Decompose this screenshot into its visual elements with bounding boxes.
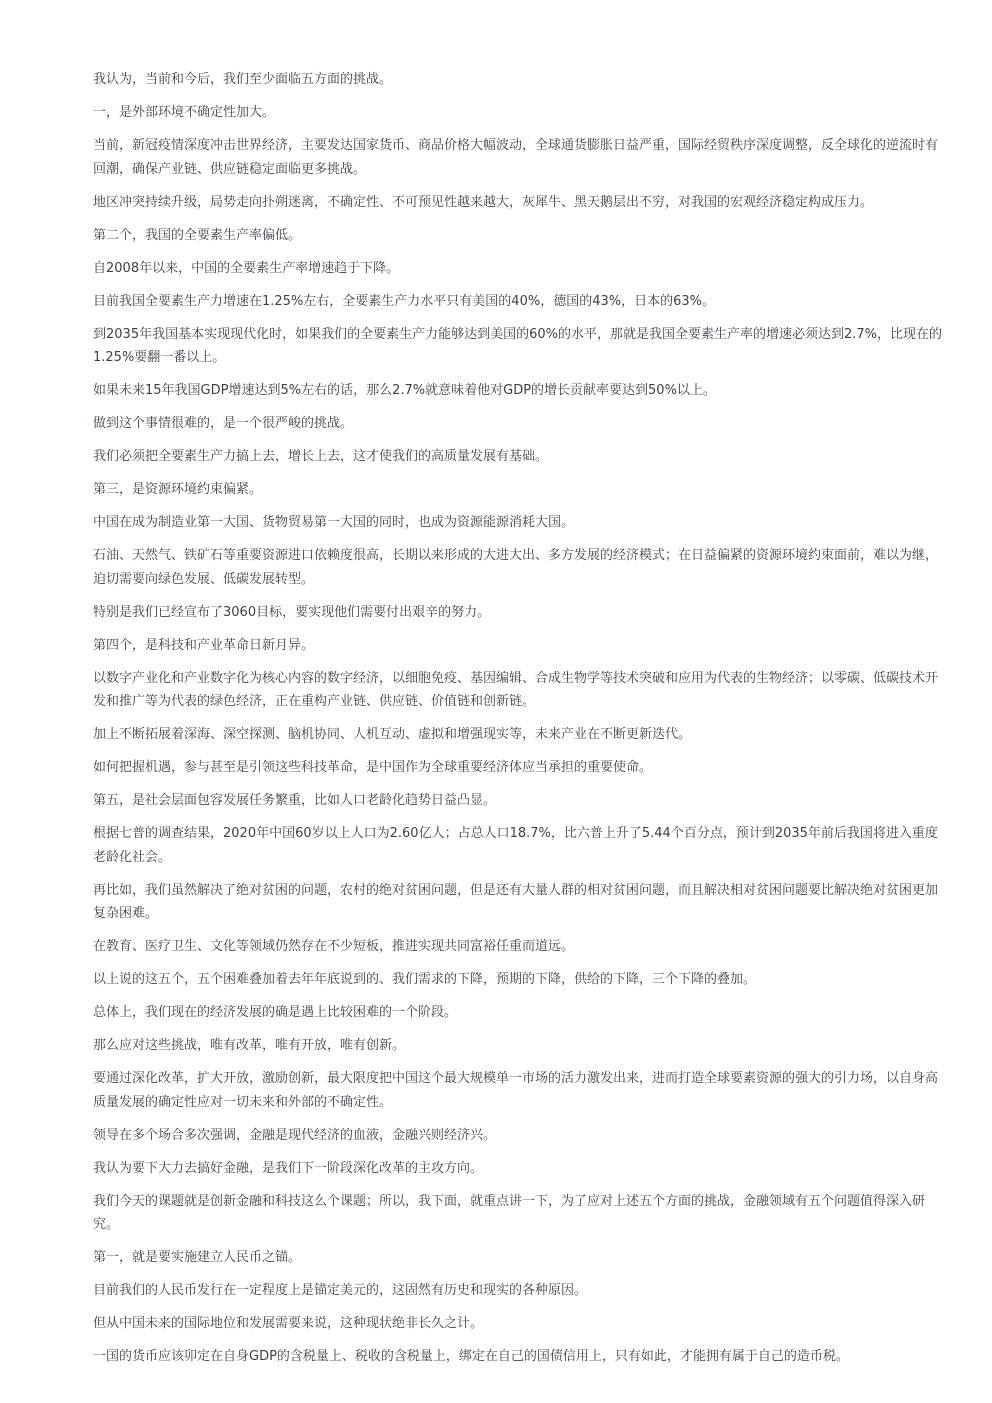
paragraph: 再比如，我们虽然解决了绝对贫困的问题，农村的绝对贫困问题，但是还有大量人群的相对贫困问题，而且解决相对贫困问题要比解决绝对贫困更加复杂困难。 (93, 882, 939, 921)
article-body (93, 68, 945, 1378)
paragraph: 要通过深化改革，扩大开放，激励创新，最大限度把中国这个最大规模单一市场的活力激发出来，进而打造全球要素资源的强大的引力场，以自身高质量发展的确定性应对一切未来和外部的不确定性。 (93, 1071, 939, 1110)
paragraph: 我认为，当前和今后，我们至少面临五方面的挑战。 (93, 72, 393, 87)
paragraph: 中国在成为制造业第一大国、货物贸易第一大国的同时，也成为资源能源消耗大国。 (93, 515, 575, 530)
paragraph: 在教育、医疗卫生、文化等领域仍然存在不少短板，推进实现共同富裕任重而道远。 (93, 939, 575, 954)
paragraph: 加上不断拓展着深海、深空探测、脑机协同、人机互动、虚拟和增强现实等，未来产业在不断更新迭代。 (93, 727, 692, 742)
paragraph: 总体上，我们现在的经济发展的确是遇上比较困难的一个阶段。 (93, 1005, 458, 1020)
paragraph: 特别是我们已经宣布了3060目标，要实现他们需要付出艰辛的努力。 (93, 604, 491, 620)
paragraph: 领导在多个场合多次强调，金融是现代经济的血液，金融兴则经济兴。 (93, 1127, 497, 1143)
paragraph: 如何把握机遇，参与甚至是引领这些科技革命，是中国作为全球重要经济体应当承担的重要使命。 (93, 760, 653, 775)
paragraph: 自2008年以来，中国的全要素生产率增速趋于下降。 (93, 260, 400, 276)
paragraph: 做到这个事情很难的，是一个很严峻的挑战。 (93, 416, 354, 431)
paragraph: 当前，新冠疫情深度冲击世界经济，主要发达国家货币、商品价格大幅波动，全球通货膨胀日益严重，国际经贸秩序深度调整，反全球化的逆流时有回潮，确保产业链、供应链稳定面临更多挑战。 (93, 138, 939, 177)
paragraph: 根据七普的调查结果，2020年中国60岁以上人口为2.60亿人；占总人口18.7%，比六普上升了5.44个百分点，预计到2035年前后我国将进入重度老龄化社会。 (93, 826, 938, 865)
paragraph: 以数字产业化和产业数字化为核心内容的数字经济，以细胞免疫、基因编辑、合成生物学等技术突破和应用为代表的生物经济；以零碳、低碳技术开发和推广等为代表的绿色经济，正在重构产业链、供应链、价值链和创新链。 (93, 670, 939, 709)
paragraph: 一，是外部环境不确定性加大。 (93, 105, 276, 120)
paragraph: 但从中国未来的国际地位和发展需要来说，这种现状绝非长久之计。 (93, 1316, 484, 1331)
paragraph: 那么应对这些挑战，唯有改革，唯有开放，唯有创新。 (93, 1038, 406, 1053)
paragraph: 目前我们的人民币发行在一定程度上是锚定美元的，这固然有历史和现实的各种原因。 (93, 1283, 588, 1298)
paragraph: 我认为要下大力去搞好金融，是我们下一阶段深化改革的主攻方向。 (93, 1160, 484, 1176)
paragraph: 地区冲突持续升级，局势走向扑朔迷离，不确定性、不可预见性越来越大，灰犀牛、黑天鹅层出不穷，对我国的宏观经济稳定构成压力。 (93, 194, 874, 210)
paragraph: 第五，是社会层面包容发展任务繁重，比如人口老龄化趋势日益凸显。 (93, 793, 497, 808)
paragraph: 以上说的这五个，五个困难叠加着去年年底说到的、我们需求的下降，预期的下降，供给的下降，三个下降的叠加。 (93, 972, 757, 987)
paragraph: 目前我国全要素生产力增速在1.25%左右，全要素生产力水平只有美国的40%，德国的43%，日本的63%。 (93, 293, 715, 309)
paragraph: 如果未来15年我国GDP增速达到5%左右的话，那么2.7%就意味着他对GDP的增长贡献率要达到50%以上。 (93, 383, 716, 398)
paragraph: 石油、天然气、铁矿石等重要资源进口依赖度很高，长期以来形成的大进大出、多方发展的经济模式；在日益偏紧的资源环境约束面前，难以为继，迫切需要向绿色发展、低碳发展转型。 (93, 548, 939, 587)
paragraph: 我们必须把全要素生产力搞上去，增长上去，这才使我们的高质量发展有基础。 (93, 449, 549, 464)
paragraph: 第一，就是要实施建立人民币之锚。 (93, 1250, 302, 1265)
paragraph: 到2035年我国基本实现现代化时，如果我们的全要素生产力能够达到美国的60%的水平，那就是我国全要素生产率的增速必须达到2.7%，比现在的1.25%要翻一番以上。 (93, 326, 943, 365)
paragraph: 我们今天的课题就是创新金融和科技这么个课题；所以，我下面，就重点讲一下，为了应对上述五个方面的挑战，金融领域有五个问题值得深入研究。 (93, 1193, 926, 1232)
paragraph: 第三，是资源环境约束偏紧。 (93, 482, 263, 497)
paragraph: 第四个，是科技和产业革命日新月异。 (93, 637, 315, 653)
paragraph: 一国的货币应该卯定在自身GDP的含税量上、税收的含税量上，绑定在自己的国债信用上，只有如此，才能拥有属于自己的造币税。 (93, 1349, 849, 1364)
paragraph: 第二个，我国的全要素生产率偏低。 (93, 227, 302, 243)
